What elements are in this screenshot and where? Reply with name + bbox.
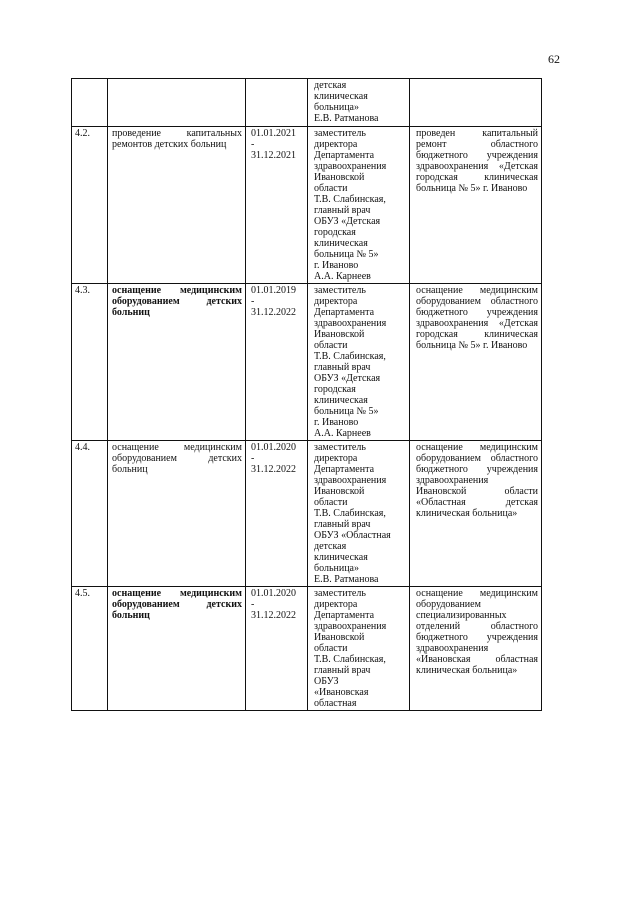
action-cell: оснащение медицинским оборудованием детских больниц xyxy=(108,441,246,587)
period-cell xyxy=(246,79,308,127)
result-cell: оснащение медицинским оборудованием специализированных отделений областного бюджетного учреждения здравоохранения «Ивановская областная клиническая больница» xyxy=(410,587,542,711)
action-cell xyxy=(108,79,246,127)
action-cell: оснащение медицинским оборудованием детских больниц xyxy=(108,587,246,711)
period-dash: - xyxy=(251,599,255,610)
row-number: 4.5. xyxy=(72,587,108,711)
table-row xyxy=(72,441,542,587)
table-row xyxy=(72,79,542,127)
period-end: 31.12.2022 xyxy=(251,464,296,475)
action-cell: проведение капитальных ремонтов детских больниц xyxy=(108,127,246,284)
table-row xyxy=(72,284,542,441)
row-number: 4.4. xyxy=(72,441,108,587)
period-start: 01.01.2020 xyxy=(251,442,296,453)
measures-table xyxy=(71,78,542,711)
result-cell: оснащение медицинским оборудованием областного бюджетного учреждения здравоохранения Ивановской области «Областная детская клиническая больница» xyxy=(410,441,542,587)
responsible-cell: детская клиническая больница» Е.В. Ратманова xyxy=(308,79,410,127)
table-row xyxy=(72,587,542,711)
period-end: 31.12.2022 xyxy=(251,610,296,621)
result-cell: оснащение медицинским оборудованием областного бюджетного учреждения здравоохранения «Детская городская клиническая больница № 5» г. Иваново xyxy=(410,284,542,441)
period-dash: - xyxy=(251,296,255,307)
period-dash: - xyxy=(251,139,255,150)
period-end: 31.12.2021 xyxy=(251,150,296,161)
result-cell xyxy=(410,79,542,127)
period-dash: - xyxy=(251,453,255,464)
action-cell: оснащение медицинским оборудованием детских больниц xyxy=(108,284,246,441)
row-number: 4.2. xyxy=(72,127,108,284)
responsible-cell: заместитель директора Департамента здравоохранения Ивановской области Т.В. Слабинская, главный врач ОБУЗ «Детская городская клиническая больница № 5» г. Иваново А.А. Карнеев xyxy=(308,284,410,441)
period-start: 01.01.2020 xyxy=(251,588,296,599)
page-number: 62 xyxy=(548,52,560,66)
table-row xyxy=(72,127,542,284)
period-cell xyxy=(246,587,308,711)
responsible-cell: заместитель директора Департамента здравоохранения Ивановской области Т.В. Слабинская, главный врач ОБУЗ «Детская городская клиническая больница № 5» г. Иваново А.А. Карнеев xyxy=(308,127,410,284)
period-end: 31.12.2022 xyxy=(251,307,296,318)
period-start: 01.01.2019 xyxy=(251,285,296,296)
period-start: 01.01.2021 xyxy=(251,128,296,139)
row-number xyxy=(72,79,108,127)
period-cell xyxy=(246,441,308,587)
responsible-cell: заместитель директора Департамента здравоохранения Ивановской области Т.В. Слабинская, главный врач ОБУЗ «Областная детская клиническая больница» Е.В. Ратманова xyxy=(308,441,410,587)
row-number: 4.3. xyxy=(72,284,108,441)
period-cell xyxy=(246,127,308,284)
result-cell: проведен капитальный ремонт областного бюджетного учреждения здравоохранения «Детская городская клиническая больница № 5» г. Иваново xyxy=(410,127,542,284)
period-cell xyxy=(246,284,308,441)
responsible-cell: заместитель директора Департамента здравоохранения Ивановской области Т.В. Слабинская, главный врач ОБУЗ «Ивановская областная xyxy=(308,587,410,711)
